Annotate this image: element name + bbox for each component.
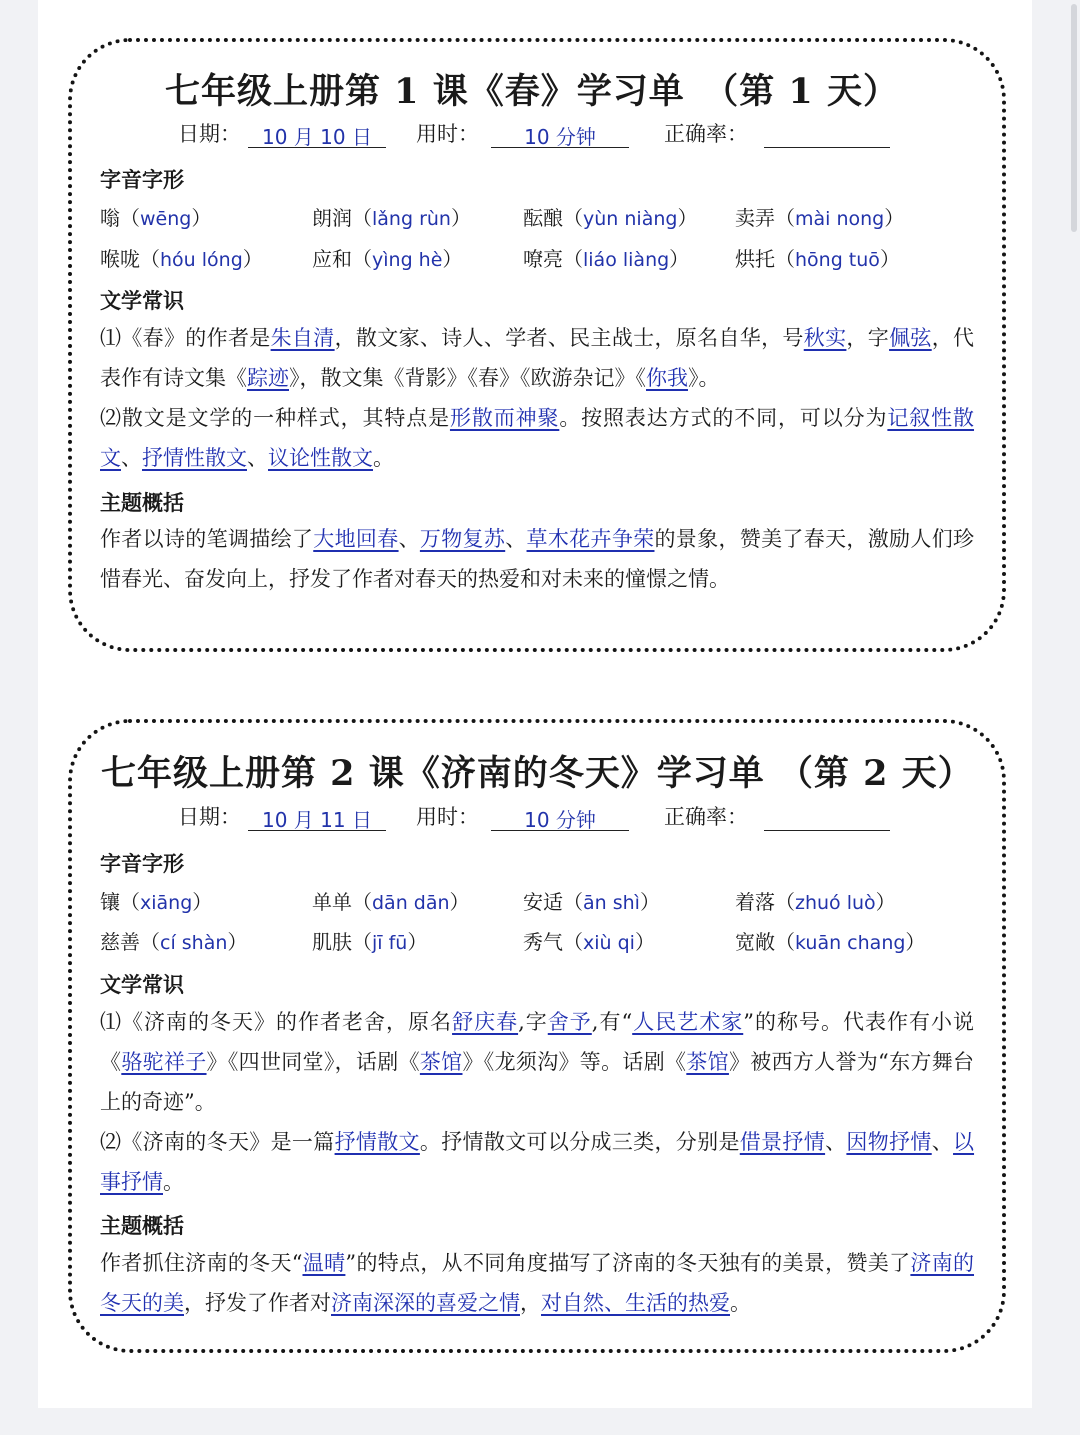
vocab-word: 应和 — [312, 247, 352, 271]
vocab-item: 安适（ān shì） — [523, 890, 660, 914]
vocab-pinyin: zhuó luò — [795, 892, 876, 914]
literature-heading: 文学常识 — [100, 289, 184, 313]
text-run: 。 — [373, 446, 394, 470]
text-run: 、 — [247, 446, 268, 470]
literature-paragraph-1 — [100, 318, 974, 398]
vocab-pinyin: hōng tuō — [795, 249, 880, 271]
vocab-pinyin: cí shàn — [160, 932, 228, 954]
vocab-item: 着落（zhuó luò） — [735, 890, 896, 914]
answer-fill: 济南深深的喜爱之情 — [331, 1291, 520, 1315]
text-run: ”的特点，从不同角度描写了济南的冬天独有的美景，赞美了 — [345, 1251, 911, 1275]
literature-paragraph-2 — [100, 1122, 974, 1202]
text-run: ,字 — [518, 1010, 548, 1034]
scrollbar-thumb[interactable] — [1071, 4, 1077, 232]
text-run: 》，散文集《背影》《春》《欧游杂记》《 — [289, 366, 646, 390]
text-run: 。按照表达方式的不同，可以分为 — [559, 406, 888, 430]
text-run: ⑵《济南的冬天》是一篇 — [100, 1130, 335, 1154]
accuracy-label: 正确率： — [664, 805, 748, 829]
vocab-pinyin: xiù qi — [583, 932, 635, 954]
answer-fill: 人民艺术家 — [632, 1010, 744, 1034]
answer-fill: 舍予 — [547, 1010, 592, 1034]
text-run: 》被西方人誉为“东方舞台上的奇迹”。 — [100, 1050, 975, 1114]
answer-fill: 议论性散文 — [268, 446, 373, 470]
text-run: 、 — [825, 1130, 847, 1154]
answer-fill: 以事抒情 — [100, 1130, 975, 1194]
text-run: 、 — [121, 446, 142, 470]
answer-fill: 草木花卉争荣 — [526, 527, 655, 551]
literature-paragraph-1 — [100, 1002, 974, 1122]
vocab-word: 烘托 — [735, 247, 775, 271]
text-run: 作者以诗的笔调描绘了 — [100, 527, 314, 551]
vocab-item: 嗡（wēng） — [100, 206, 212, 230]
vocab-item: 嘹亮（liáo liàng） — [523, 247, 690, 271]
vocab-pinyin: liáo liàng — [583, 249, 670, 271]
vocab-pinyin: wēng — [140, 208, 192, 230]
vocab-item: 卖弄（mài nong） — [735, 206, 905, 230]
vocab-word: 镶 — [100, 890, 120, 914]
text-run: 》。 — [688, 366, 720, 390]
answer-fill: 踪迹 — [247, 366, 289, 390]
text-run: 、 — [398, 527, 420, 551]
answer-fill: 济南的冬天的美 — [100, 1251, 975, 1315]
vocab-item: 镶（xiāng） — [100, 890, 213, 914]
text-run: ，抒发了作者对 — [184, 1291, 331, 1315]
text-run: 》《四世同堂》，话剧《 — [206, 1050, 420, 1074]
vocab-pinyin: yìng hè — [372, 249, 443, 271]
answer-fill: 记叙性散文 — [100, 406, 975, 470]
answer-fill: 借景抒情 — [739, 1130, 826, 1154]
text-run: 。 — [163, 1170, 184, 1194]
text-run: ⑵散文是文学的一种样式，其特点是 — [100, 406, 450, 430]
pronunciation-heading: 字音字形 — [100, 168, 184, 192]
vocab-item: 酝酿（yùn niàng） — [523, 206, 698, 230]
answer-fill: 茶馆 — [686, 1050, 729, 1074]
vocab-word: 嘹亮 — [523, 247, 563, 271]
vocab-item: 宽敞（kuān chang） — [735, 930, 926, 954]
text-run: ， — [520, 1291, 541, 1315]
vocab-word: 喉咙 — [100, 247, 140, 271]
answer-fill: 抒情散文 — [334, 1130, 420, 1154]
accuracy-label: 正确率： — [664, 122, 748, 146]
answer-fill: 形散而神聚 — [449, 406, 560, 430]
pronunciation-heading: 字音字形 — [100, 852, 184, 876]
answer-fill: 抒情性散文 — [142, 446, 247, 470]
lesson-1-meta-row — [178, 118, 898, 154]
text-run: 。抒情散文可以分成三类，分别是 — [419, 1130, 740, 1154]
vocab-pinyin: yùn niàng — [583, 208, 678, 230]
vocab-pinyin: dān dān — [372, 892, 450, 914]
date-label: 日期： — [178, 122, 241, 146]
text-run: 的景象，赞美了春天，激励人们珍惜春光、奋发向上，抒发了作者对春天的热爱和对未来的憧憬之情。 — [100, 527, 975, 591]
vocab-word: 安适 — [523, 890, 563, 914]
answer-fill: 大地回春 — [313, 527, 399, 551]
answer-fill: 万物复苏 — [419, 527, 506, 551]
vocab-item: 肌肤（jī fū） — [312, 930, 428, 954]
text-run: 》《龙须沟》等。话剧《 — [462, 1050, 687, 1074]
vocab-item: 慈善（cí shàn） — [100, 930, 248, 954]
date-field[interactable]: 10 月 11 日 — [248, 804, 386, 831]
date-label: 日期： — [178, 805, 241, 829]
answer-fill: 佩弦 — [889, 326, 932, 350]
vocab-pinyin: hóu lóng — [160, 249, 243, 271]
answer-fill: 对自然、生活的热爱 — [541, 1291, 730, 1315]
vocab-item: 单单（dān dān） — [312, 890, 470, 914]
lesson-2-meta-row — [178, 801, 898, 837]
answer-fill: 因物抒情 — [846, 1130, 932, 1154]
vocab-pinyin: xiāng — [140, 892, 193, 914]
vocab-word: 单单 — [312, 890, 352, 914]
time-label: 用时： — [416, 122, 479, 146]
vocab-word: 朗润 — [312, 206, 352, 230]
date-field[interactable]: 10 月 10 日 — [248, 121, 386, 148]
vocab-word: 卖弄 — [735, 206, 775, 230]
time-label: 用时： — [416, 805, 479, 829]
vocab-pinyin: kuān chang — [795, 932, 906, 954]
vocab-word: 秀气 — [523, 930, 563, 954]
vocab-word: 着落 — [735, 890, 775, 914]
text-run: 、 — [505, 527, 527, 551]
text-run: 作者抓住济南的冬天“ — [100, 1251, 303, 1275]
theme-heading: 主题概括 — [100, 1214, 184, 1238]
theme-paragraph — [100, 519, 974, 599]
answer-fill: 秋实 — [803, 326, 847, 350]
vocab-pinyin: mài nong — [795, 208, 885, 230]
accuracy-field[interactable] — [764, 804, 890, 831]
time-field[interactable]: 10 分钟 — [491, 804, 629, 831]
vocab-word: 嗡 — [100, 206, 120, 230]
literature-heading: 文学常识 — [100, 973, 184, 997]
vocab-item: 烘托（hōng tuō） — [735, 247, 900, 271]
text-run: 。 — [730, 1291, 751, 1315]
answer-fill: 朱自清 — [270, 326, 335, 350]
answer-fill: 温晴 — [302, 1251, 346, 1275]
text-run: ，散文家、诗人、学者、民主战士，原名自华，号 — [334, 326, 804, 350]
text-run: ，代表作有诗文集《 — [100, 326, 975, 390]
theme-heading: 主题概括 — [100, 491, 184, 515]
vocab-pinyin: ān shì — [583, 892, 640, 914]
text-run: ⑴《济南的冬天》的作者老舍，原名 — [100, 1010, 453, 1034]
text-run: ⑴《春》的作者是 — [100, 326, 271, 350]
vocab-word: 宽敞 — [735, 930, 775, 954]
accuracy-field[interactable] — [764, 121, 890, 148]
vocab-item: 应和（yìng hè） — [312, 247, 463, 271]
answer-fill: 骆驼祥子 — [121, 1050, 207, 1074]
vocab-item: 秀气（xiù qi） — [523, 930, 655, 954]
theme-paragraph — [100, 1243, 974, 1323]
lesson-2-title: 七年级上册第 2 课《济南的冬天》学习单 （第 2 天） — [101, 753, 974, 794]
text-run: ,有“ — [591, 1010, 633, 1034]
answer-fill: 舒庆春 — [452, 1010, 519, 1034]
vocab-word: 酝酿 — [523, 206, 563, 230]
text-run: 、 — [931, 1130, 954, 1154]
vocab-pinyin: jī fū — [372, 932, 408, 954]
text-run: ，字 — [846, 326, 890, 350]
time-field[interactable]: 10 分钟 — [491, 121, 629, 148]
vocab-word: 肌肤 — [312, 930, 352, 954]
literature-paragraph-2 — [100, 398, 974, 478]
text-run: ”的称号。代表作有小说《 — [100, 1010, 975, 1074]
lesson-1-title: 七年级上册第 1 课《春》学习单 （第 1 天） — [165, 71, 899, 112]
vocab-item: 朗润（lǎng rùn） — [312, 206, 471, 230]
answer-fill: 你我 — [646, 366, 688, 390]
answer-fill: 茶馆 — [419, 1050, 463, 1074]
vocab-item: 喉咙（hóu lóng） — [100, 247, 263, 271]
vocab-pinyin: lǎng rùn — [372, 208, 451, 230]
vocab-word: 慈善 — [100, 930, 140, 954]
